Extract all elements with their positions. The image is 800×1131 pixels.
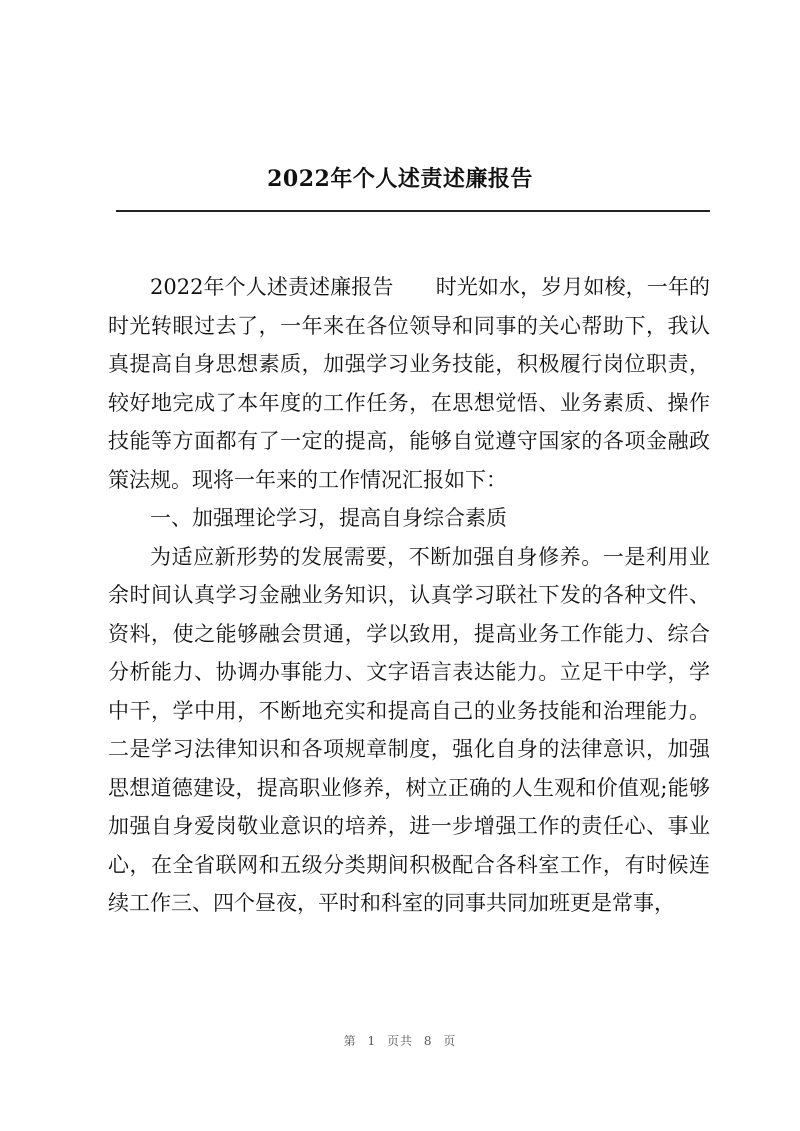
footer-middle: 页共	[386, 1034, 413, 1048]
footer-page-total: 8	[423, 1034, 433, 1048]
footer-suffix: 页	[443, 1034, 457, 1048]
footer-page-current: 1	[367, 1034, 377, 1048]
title-underline	[116, 210, 710, 212]
paragraph-section-one: 为适应新形势的发展需要，不断加强自身修养。一是利用业余时间认真学习金融业务知识，认真学习联社下发的各种文件、资料，使之能够融会贯通，学以致用，提高业务工作能力、综合分析能力、协调办事能力、文字语言表达能力。立足干中学，学中干，学中用，不断地充实和提高自己的业务技能和治理能力。二是学习法律知识和各项规章制度，强化自身的法律意识，加强思想道德建设，提高职业修养，树立正确的人生观和价值观;能够加强自身爱岗敬业意识的培养，进一步增强工作的责任心、事业心，在全省联网和五级分类期间积极配合各科室工作，有时候连续工作三、四个昼夜，平时和科室的同事共同加班更是常事，	[108, 544, 710, 915]
footer-prefix: 第	[343, 1034, 357, 1048]
document-title: 2022年个人述责述廉报告	[267, 166, 533, 192]
section-heading: 一、加强理论学习，提高自身综合素质	[150, 506, 507, 530]
paragraph-intro: 2022年个人述责述廉报告 时光如水，岁月如梭，一年的时光转眼过去了，一年来在各位领导和同事的关心帮助下，我认真提高自身思想素质，加强学习业务技能，积极履行岗位职责，较好地完成了本年度的工作任务，在思想觉悟、业务素质、操作技能等方面都有了一定的提高，能够自觉遵守国家的各项金融政策法规。现将一年来的工作情况汇报如下：	[108, 275, 710, 492]
document-body	[108, 268, 710, 923]
page-footer	[0, 1032, 800, 1049]
